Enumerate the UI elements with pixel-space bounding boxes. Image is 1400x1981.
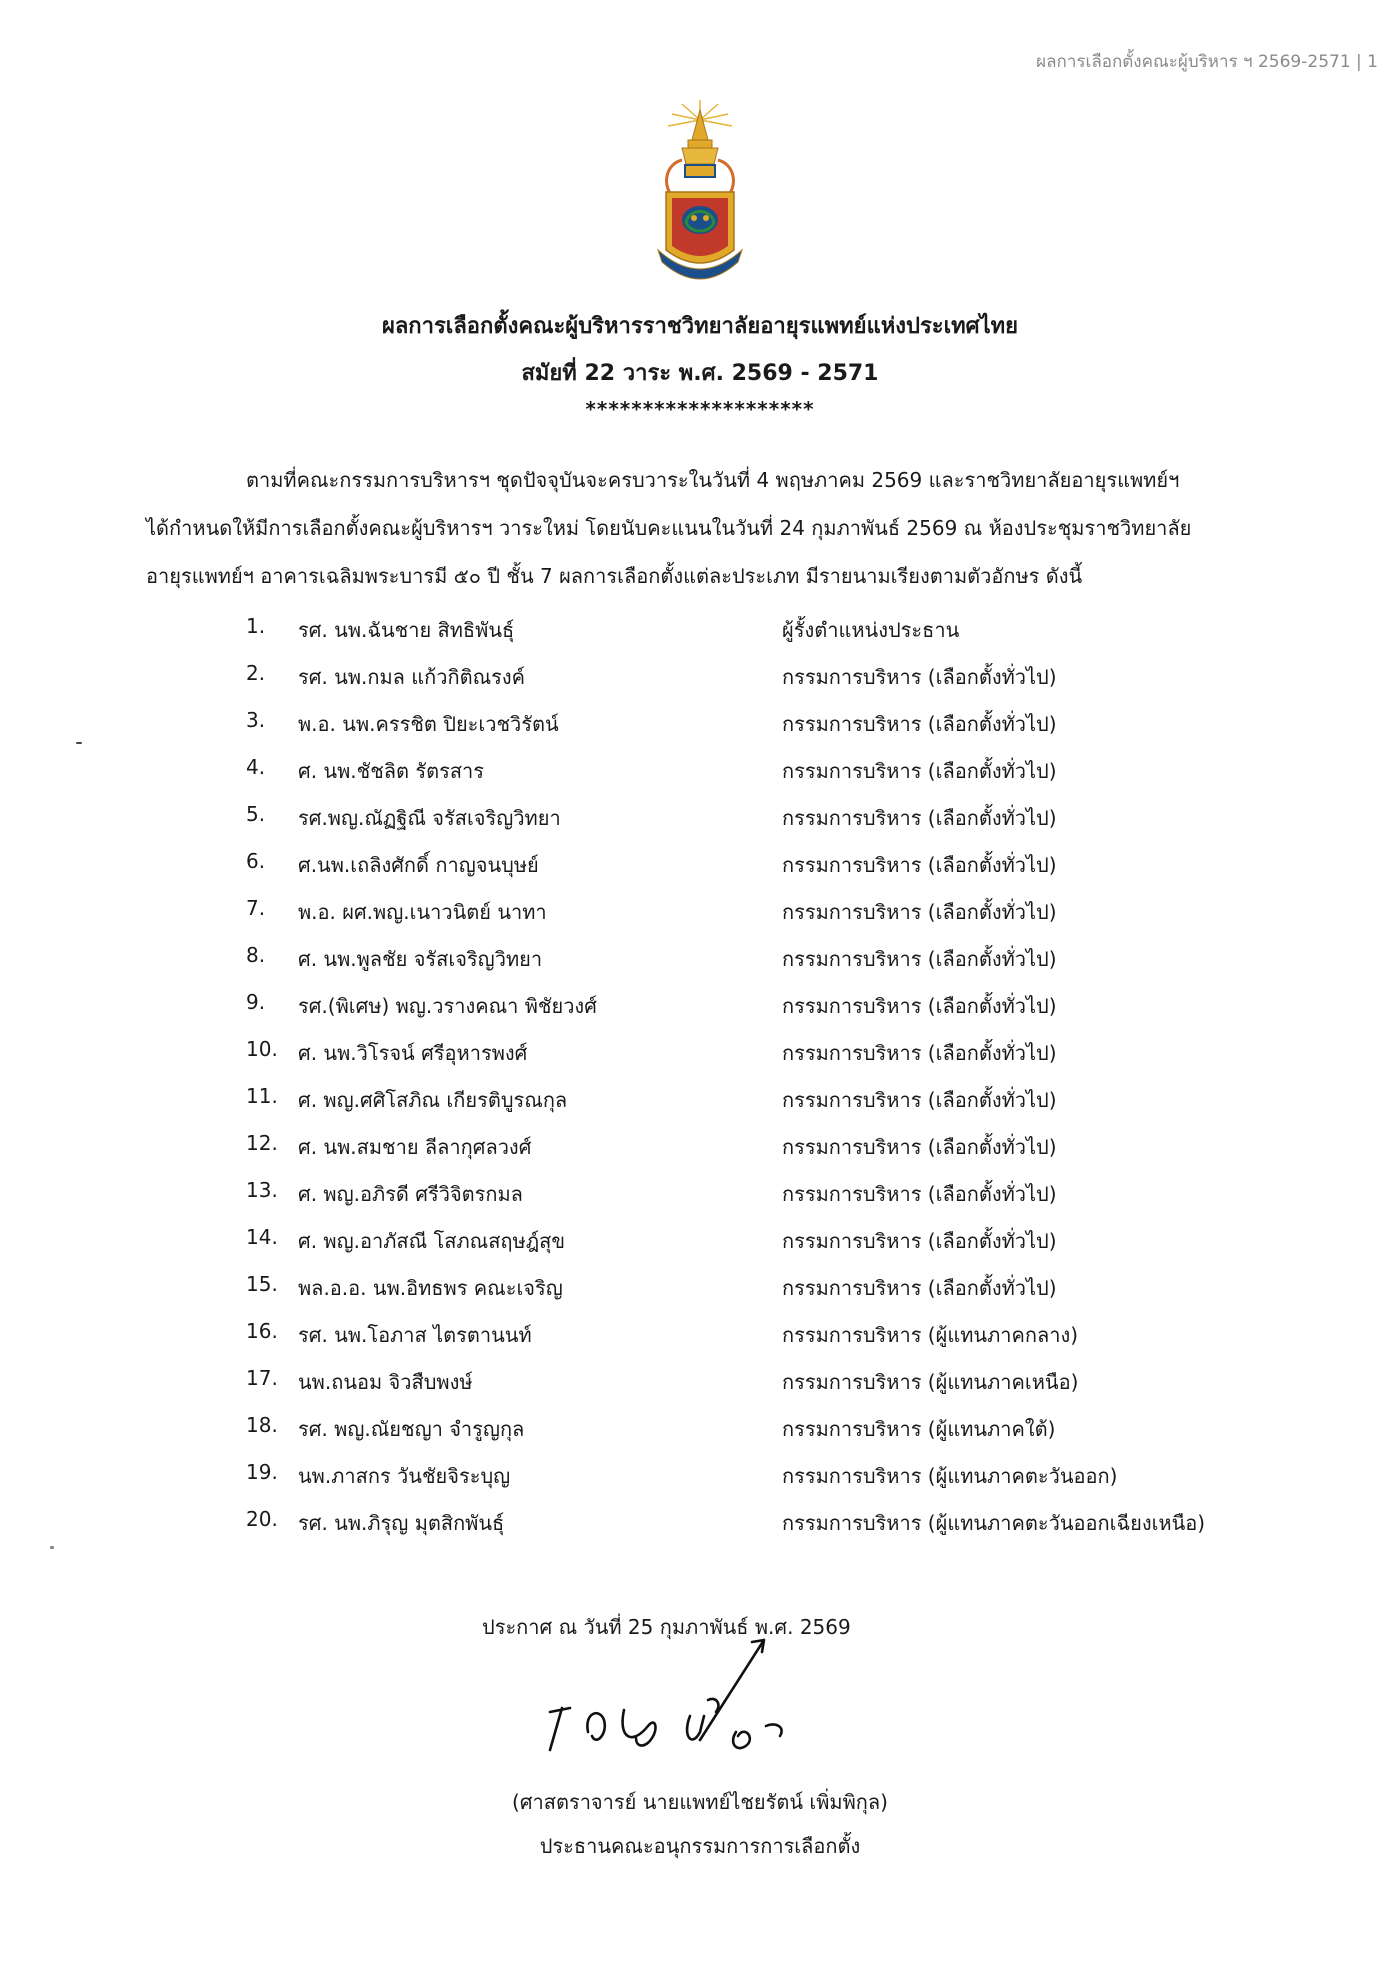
item-number: 11. [246, 1084, 278, 1108]
intro-paragraph [146, 456, 1276, 600]
member-name: ศ.นพ.เถลิงศักดิ์ กาญจนบุษย์ [298, 853, 539, 877]
member-role: กรรมการบริหาร (เลือกตั้งทั่วไป) [782, 994, 1057, 1018]
list-item [0, 1366, 1400, 1413]
item-number: 16. [246, 1319, 278, 1343]
member-name: รศ. พญ.ณัยชญา จำรูญกุล [298, 1417, 525, 1441]
item-number: 3. [246, 708, 266, 732]
member-name: ศ. พญ.อาภัสณี โสภณสฤษฎ์สุข [298, 1229, 566, 1253]
member-name: ศ. นพ.สมชาย ลีลากุศลวงศ์ [298, 1135, 532, 1159]
item-number: 14. [246, 1225, 278, 1249]
list-item [0, 1131, 1400, 1178]
member-name: ศ. นพ.ชัชลิต รัตรสาร [298, 759, 485, 783]
scan-speck [50, 1546, 54, 1549]
list-item [0, 1272, 1400, 1319]
list-item [0, 614, 1400, 661]
list-item [0, 1460, 1400, 1507]
list-item [0, 1178, 1400, 1225]
page-header-note: ผลการเลือกตั้งคณะผู้บริหาร ฯ 2569-2571 | 1 [1036, 52, 1378, 72]
member-name: รศ. นพ.ฉันชาย สิทธิพันธุ์ [298, 618, 515, 642]
intro-line: ตามที่คณะกรรมการบริหารฯ ชุดปัจจุบันจะครบวาระในวันที่ 4 พฤษภาคม 2569 และราชวิทยาลัยอายุรแพทย์ฯ [246, 468, 1180, 492]
item-number: 6. [246, 849, 266, 873]
list-item [0, 943, 1400, 990]
list-item [0, 1319, 1400, 1366]
list-item [0, 802, 1400, 849]
item-number: 2. [246, 661, 266, 685]
intro-line: ได้กำหนดให้มีการเลือกตั้งคณะผู้บริหารฯ วาระใหม่ โดยนับคะแนนในวันที่ 24 กุมภาพันธ์ 2569 ณ ห้องประชุมราชวิทยาลัย [146, 516, 1192, 540]
item-number: 18. [246, 1413, 278, 1437]
signer-title: ประธานคณะอนุกรรมการการเลือกตั้ง [539, 1834, 861, 1858]
member-role: กรรมการบริหาร (เลือกตั้งทั่วไป) [782, 1088, 1057, 1112]
member-role: ผู้รั้งตำแหน่งประธาน [782, 618, 960, 642]
list-item [0, 661, 1400, 708]
member-name: พ.อ. นพ.ครรชิต ปิยะเวชวิรัตน์ [298, 712, 559, 736]
member-role: กรรมการบริหาร (เลือกตั้งทั่วไป) [782, 712, 1057, 736]
signer-name: (ศาสตราจารย์ นายแพทย์ไชยรัตน์ เพิ่มพิกุล) [512, 1790, 888, 1814]
signature-mark [540, 1620, 860, 1770]
item-number: 5. [246, 802, 266, 826]
item-number: 7. [246, 896, 266, 920]
member-role: กรรมการบริหาร (ผู้แทนภาคเหนือ) [782, 1370, 1079, 1394]
member-name: ศ. พญ.ศศิโสภิณ เกียรติบูรณกุล [298, 1088, 568, 1112]
list-item [0, 896, 1400, 943]
member-role: กรรมการบริหาร (เลือกตั้งทั่วไป) [782, 1229, 1057, 1253]
scan-speck [76, 742, 82, 744]
list-item [0, 1507, 1400, 1554]
member-role: กรรมการบริหาร (เลือกตั้งทั่วไป) [782, 665, 1057, 689]
member-role: กรรมการบริหาร (เลือกตั้งทั่วไป) [782, 1041, 1057, 1065]
member-role: กรรมการบริหาร (เลือกตั้งทั่วไป) [782, 759, 1057, 783]
item-number: 9. [246, 990, 266, 1014]
item-number: 12. [246, 1131, 278, 1155]
document-subtitle: สมัยที่ 22 วาระ พ.ศ. 2569 - 2571 [521, 361, 879, 386]
item-number: 8. [246, 943, 266, 967]
member-role: กรรมการบริหาร (ผู้แทนภาคตะวันออกเฉียงเหนือ) [782, 1511, 1206, 1535]
institution-emblem-icon [652, 100, 748, 286]
list-item [0, 1037, 1400, 1084]
member-role: กรรมการบริหาร (เลือกตั้งทั่วไป) [782, 947, 1057, 971]
item-number: 13. [246, 1178, 278, 1202]
member-name: รศ.พญ.ณัฏฐิณี จรัสเจริญวิทยา [298, 806, 561, 830]
title-divider: ******************** [585, 397, 815, 421]
member-name: ศ. นพ.วิโรจน์ ศรีอุหารพงศ์ [298, 1041, 528, 1065]
member-role: กรรมการบริหาร (เลือกตั้งทั่วไป) [782, 1276, 1057, 1300]
item-number: 10. [246, 1037, 278, 1061]
list-item [0, 990, 1400, 1037]
item-number: 20. [246, 1507, 278, 1531]
item-number: 1. [246, 614, 266, 638]
member-role: กรรมการบริหาร (เลือกตั้งทั่วไป) [782, 900, 1057, 924]
member-name: ศ. นพ.พูลชัย จรัสเจริญวิทยา [298, 947, 543, 971]
item-number: 19. [246, 1460, 278, 1484]
member-role: กรรมการบริหาร (เลือกตั้งทั่วไป) [782, 1135, 1057, 1159]
member-role: กรรมการบริหาร (ผู้แทนภาคตะวันออก) [782, 1464, 1118, 1488]
member-name: นพ.ภาสกร วันชัยจิระบุญ [298, 1464, 511, 1488]
member-name: ศ. พญ.อภิรดี ศรีวิจิตรกมล [298, 1182, 523, 1206]
list-item [0, 1084, 1400, 1131]
member-name: พล.อ.อ. นพ.อิทธพร คณะเจริญ [298, 1276, 563, 1300]
member-list [0, 614, 1400, 1554]
item-number: 15. [246, 1272, 278, 1296]
member-role: กรรมการบริหาร (ผู้แทนภาคใต้) [782, 1417, 1056, 1441]
item-number: 4. [246, 755, 266, 779]
member-name: รศ. นพ.ภิรุญ มุตสิกพันธุ์ [298, 1511, 505, 1535]
member-role: กรรมการบริหาร (ผู้แทนภาคกลาง) [782, 1323, 1079, 1347]
member-name: รศ. นพ.โอภาส ไตรตานนท์ [298, 1323, 532, 1347]
member-name: รศ. นพ.กมล แก้วกิติณรงค์ [298, 665, 526, 689]
intro-line: อายุรแพทย์ฯ อาคารเฉลิมพระบารมี ๕๐ ปี ชั้น 7 ผลการเลือกตั้งแต่ละประเภท มีรายนามเรียงตามตัวอักษร ดังนี้ [146, 564, 1083, 588]
member-name: นพ.ถนอม จิวสืบพงษ์ [298, 1370, 473, 1394]
document-title: ผลการเลือกตั้งคณะผู้บริหารราชวิทยาลัยอายุรแพทย์แห่งประเทศไทย [381, 314, 1019, 339]
list-item [0, 1225, 1400, 1272]
item-number: 17. [246, 1366, 278, 1390]
member-name: รศ.(พิเศษ) พญ.วรางคณา พิชัยวงศ์ [298, 994, 597, 1018]
list-item [0, 849, 1400, 896]
announcement-date: ประกาศ ณ วันที่ 25 กุมภาพันธ์ พ.ศ. 2569 [482, 1615, 851, 1639]
member-role: กรรมการบริหาร (เลือกตั้งทั่วไป) [782, 1182, 1057, 1206]
list-item [0, 708, 1400, 755]
member-name: พ.อ. ผศ.พญ.เนาวนิตย์ นาทา [298, 900, 547, 924]
list-item [0, 1413, 1400, 1460]
list-item [0, 755, 1400, 802]
member-role: กรรมการบริหาร (เลือกตั้งทั่วไป) [782, 806, 1057, 830]
member-role: กรรมการบริหาร (เลือกตั้งทั่วไป) [782, 853, 1057, 877]
